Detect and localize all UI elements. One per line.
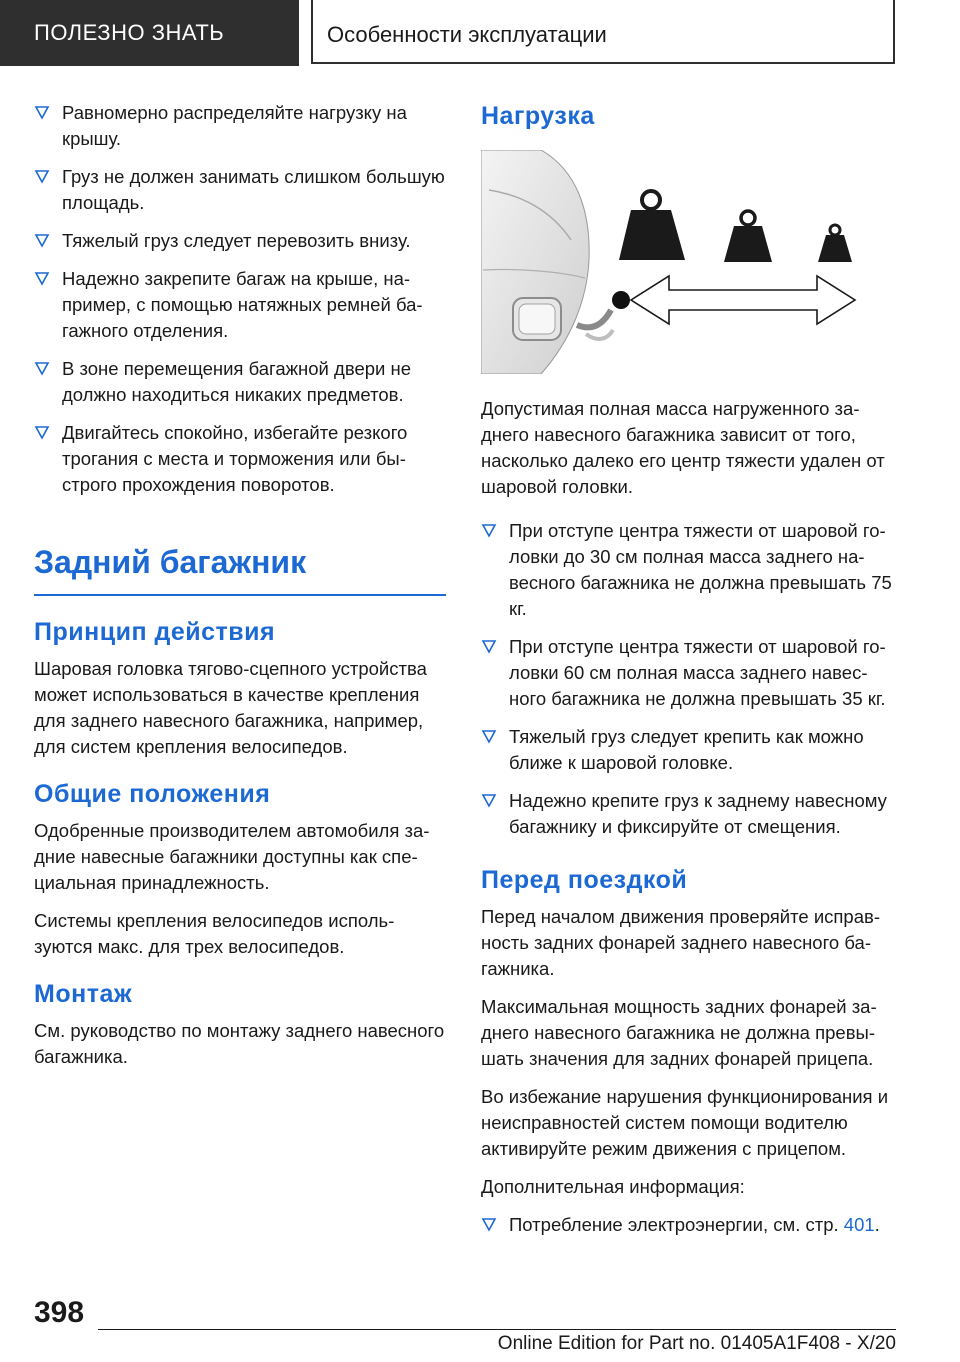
principle-section — [34, 616, 446, 760]
weight-medium-icon — [724, 211, 772, 262]
paragraph: Максимальная мощность задних фонарей заднего навесного багажника не должна превышать значения для задних фонарей прицепа. — [481, 996, 877, 1069]
footer-rule — [98, 1329, 896, 1330]
list-item-text: Надежно закрепите багаж на крыше, например, с помощью натяжных ремней багажного отделения. — [62, 268, 423, 341]
triangle-bullet-icon — [481, 522, 497, 538]
section-tab: ПОЛЕЗНО ЗНАТЬ — [0, 0, 299, 66]
triangle-bullet-icon — [481, 1216, 497, 1232]
list-item-text: Тяжелый груз следует крепить как можно ближе к шаровой головке. — [509, 726, 864, 773]
triangle-bullet-icon — [34, 424, 50, 440]
list-item — [34, 100, 446, 152]
list-item-text: Надежно крепите груз к заднему навесному багажнику и фиксируйте от смещения. — [509, 790, 887, 837]
paragraph: Перед началом движения проверяйте исправность задних фонарей заднего навесного багажника. — [481, 906, 881, 979]
list-item-text: В зоне перемещения багажной двери не должно находиться никаких предметов. — [62, 358, 412, 405]
weight-small-icon — [818, 225, 852, 262]
right-column — [481, 100, 896, 1256]
triangle-bullet-icon — [481, 792, 497, 808]
paragraph: Дополнительная информация: — [481, 1176, 745, 1197]
general-section — [34, 778, 446, 960]
triangle-bullet-icon — [34, 270, 50, 286]
subsection-heading: Принцип действия — [34, 618, 276, 646]
chapter-title: Особенности эксплуатации — [311, 0, 895, 64]
load-distance-illustration — [481, 150, 893, 374]
list-item-text: Груз не должен занимать слишком большую площадь. — [62, 166, 445, 213]
page-reference-link[interactable]: 401 — [843, 1214, 875, 1235]
paragraph: Во избежание нарушения функционирования и неисправностей систем помощи водителю активируйте режим движения с прицепом. — [481, 1086, 889, 1159]
list-item — [481, 1212, 896, 1238]
list-item — [34, 164, 446, 216]
cross-reference-end: . — [874, 1214, 880, 1235]
paragraph: Шаровая головка тягово-сцепного устройства может использоваться в качестве крепления для заднего навесного багажника, например, для систем крепления велосипедов. — [34, 658, 427, 757]
triangle-bullet-icon — [34, 360, 50, 376]
paragraph: Допустимая полная масса нагруженного заднего навесного багажника зависит от того, насколько далеко его центр тяжести удален от шаровой головки. — [481, 398, 885, 497]
subsection-heading: Нагрузка — [481, 102, 595, 130]
subsection-heading: Перед поездкой — [481, 866, 688, 894]
list-item — [34, 266, 446, 344]
paragraph: Одобренные производителем автомобиля задние навесные багажники доступны как специальная принадлежность. — [34, 820, 430, 893]
page-header — [0, 0, 960, 66]
list-item — [481, 724, 896, 776]
triangle-bullet-icon — [34, 232, 50, 248]
list-item — [481, 518, 896, 622]
list-item-text: При отступе центра тяжести от шаровой головки до 30 см полная масса заднего навесного багажника не должна превышать 75 кг. — [509, 520, 892, 619]
subsection-heading: Монтаж — [34, 980, 133, 1008]
cross-reference-text: Потребление электроэнергии, см. стр. — [509, 1214, 844, 1235]
triangle-bullet-icon — [34, 104, 50, 120]
footer-edition: Online Edition for Part no. 01405A1F408 - X/20 — [497, 1333, 896, 1354]
page-number: 398 — [34, 1296, 85, 1329]
list-item — [34, 356, 446, 408]
paragraph: См. руководство по монтажу заднего навесного багажника. — [34, 1020, 445, 1067]
paragraph: Системы крепления велосипедов используются макс. для трех велосипедов. — [34, 910, 395, 957]
list-item — [481, 788, 896, 840]
heading-rule — [34, 594, 446, 596]
weight-large-icon — [619, 191, 685, 260]
before-trip-section — [481, 864, 896, 1238]
list-item — [34, 420, 446, 498]
list-item-text: Двигайтесь спокойно, избегайте резкого трогания с места и торможения или быстрого прохождения поворотов. — [62, 422, 408, 495]
list-item-text: Тяжелый груз следует перевозить внизу. — [62, 230, 411, 251]
subsection-heading: Общие положения — [34, 780, 271, 808]
triangle-bullet-icon — [481, 638, 497, 654]
mounting-section — [34, 978, 446, 1070]
section-heading: Задний багажник — [34, 544, 307, 580]
list-item-text: При отступе центра тяжести от шаровой головки 60 см полная масса заднего навесного багажника не должна превышать 35 кг. — [509, 636, 886, 709]
triangle-bullet-icon — [481, 728, 497, 744]
list-item-text: Равномерно распределяйте нагрузку на крышу. — [62, 102, 407, 149]
list-item — [481, 634, 896, 712]
triangle-bullet-icon — [34, 168, 50, 184]
list-item — [34, 228, 446, 254]
left-column — [34, 100, 446, 1088]
